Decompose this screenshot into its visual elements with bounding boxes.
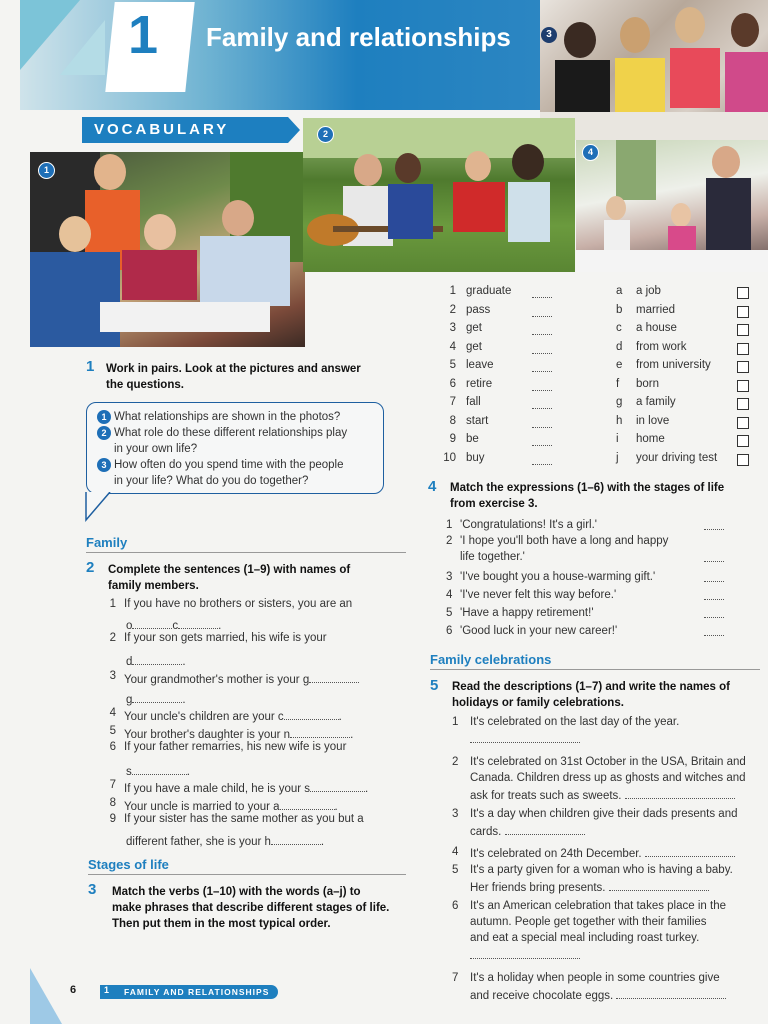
description-text bbox=[470, 970, 726, 1004]
sentence-text bbox=[124, 670, 359, 686]
description-7 bbox=[452, 970, 762, 1004]
answer-blank[interactable] bbox=[616, 986, 726, 999]
sentence-line: Your uncle's children are your c bbox=[124, 711, 284, 723]
item-number: 2 bbox=[452, 756, 459, 768]
answer-blank[interactable] bbox=[132, 762, 187, 775]
item-number: 6 bbox=[109, 741, 116, 753]
sentence-text: If you have no brothers or sisters, you are an bbox=[124, 598, 353, 610]
photo-2-badge: 2 bbox=[317, 126, 334, 143]
verb: fall bbox=[466, 396, 481, 408]
sentence-line: Your uncle is married to your a bbox=[124, 801, 280, 813]
exercise-5-instruction bbox=[452, 679, 730, 711]
description-line: Her friends bring presents. bbox=[470, 882, 606, 894]
question-2 bbox=[97, 425, 375, 457]
word: a family bbox=[636, 396, 676, 408]
word-letter: a bbox=[616, 285, 623, 297]
item-number: 4 bbox=[446, 589, 453, 601]
sentence-text: If your father remarries, his new wife is your bbox=[124, 741, 347, 753]
order-checkbox[interactable] bbox=[737, 435, 749, 447]
matching-table bbox=[440, 285, 760, 475]
answer-blank[interactable] bbox=[532, 433, 552, 446]
description-line: ask for treats such as sweets. bbox=[470, 790, 622, 802]
page-number: 6 bbox=[70, 984, 77, 996]
word: a job bbox=[636, 285, 661, 297]
answer-blank[interactable] bbox=[132, 690, 182, 703]
answer-blank[interactable] bbox=[704, 623, 724, 636]
expression-6 bbox=[446, 623, 724, 641]
answer-blank[interactable] bbox=[132, 616, 172, 629]
sentence-line: If you have a male child, he is your s bbox=[124, 783, 311, 795]
instruction-line: Read the descriptions (1–7) and write the names of bbox=[452, 681, 730, 693]
description-line: It's a holiday when people in some countries give bbox=[470, 972, 720, 984]
matching-row bbox=[440, 415, 760, 433]
description-1 bbox=[452, 714, 762, 730]
verb: retire bbox=[466, 377, 493, 390]
matching-row bbox=[440, 433, 760, 451]
blank-letter: different father, she is your h bbox=[126, 836, 271, 848]
expression-1 bbox=[446, 517, 724, 533]
sentence-text: Your uncle's children are your c . bbox=[124, 707, 342, 723]
verb-number: 10 bbox=[443, 451, 456, 464]
sentence-line: Your brother's daughter is your n bbox=[124, 729, 291, 741]
verb-number: 6 bbox=[449, 377, 456, 390]
item-number: 7 bbox=[452, 972, 459, 984]
word: from work bbox=[636, 340, 687, 353]
instruction-line: the questions. bbox=[106, 379, 184, 391]
description-text bbox=[470, 844, 735, 862]
instruction-line: Match the expressions (1–6) with the stages of life bbox=[450, 482, 725, 494]
order-checkbox[interactable] bbox=[737, 343, 749, 355]
item-number: 7 bbox=[109, 779, 116, 791]
blank-line: s . bbox=[126, 762, 190, 778]
photo-family-table bbox=[30, 152, 305, 347]
photo-3-badge: 3 bbox=[541, 27, 557, 43]
footer-decoration bbox=[30, 968, 62, 1024]
word: a house bbox=[636, 322, 677, 334]
verb-number: 7 bbox=[449, 396, 456, 408]
expression-text: life together.' bbox=[460, 551, 525, 563]
answer-blank[interactable] bbox=[271, 832, 321, 845]
sentence-text: If your sister has the same mother as you but a bbox=[124, 813, 364, 825]
word-letter: h bbox=[616, 414, 623, 427]
description-text bbox=[470, 898, 726, 946]
verb: leave bbox=[466, 359, 494, 371]
unit-title: Family and relationships bbox=[206, 22, 511, 52]
answer-blank[interactable] bbox=[532, 359, 552, 372]
verb: get bbox=[466, 322, 482, 334]
blank-line: o c . bbox=[126, 616, 221, 632]
item-number: 6 bbox=[452, 900, 459, 912]
verb-number: 1 bbox=[449, 285, 456, 297]
verb-number: 5 bbox=[449, 359, 456, 371]
order-checkbox[interactable] bbox=[737, 361, 749, 373]
matching-row bbox=[440, 285, 760, 303]
section-divider bbox=[430, 669, 760, 670]
verb-number: 9 bbox=[449, 433, 456, 445]
expression-text: 'I've bought you a house-warming gift.' bbox=[460, 571, 656, 583]
item-number: 1 bbox=[452, 716, 459, 728]
word-letter: e bbox=[616, 359, 623, 371]
order-checkbox[interactable] bbox=[737, 398, 749, 410]
matching-row bbox=[440, 322, 760, 340]
answer-blank[interactable] bbox=[280, 797, 335, 810]
description-line: It's celebrated on 24th December. bbox=[470, 848, 642, 860]
photo-celebration-figures bbox=[576, 140, 768, 272]
exercise-2-instruction bbox=[108, 562, 350, 594]
question-line: How often do you spend time with the people bbox=[114, 459, 344, 471]
section-divider bbox=[86, 552, 406, 553]
instruction-line: Match the verbs (1–10) with the words (a–j) to bbox=[112, 886, 361, 898]
instruction-line: Then put them in the most typical order. bbox=[112, 918, 331, 930]
answer-blank[interactable] bbox=[532, 341, 552, 354]
bubble-tail bbox=[84, 492, 114, 522]
item-number: 9 bbox=[109, 813, 116, 825]
description-line: Canada. Children dress up as ghosts and witches and bbox=[470, 772, 746, 784]
question-text bbox=[114, 425, 347, 457]
exercise-4-instruction bbox=[450, 480, 724, 512]
answer-blank[interactable] bbox=[625, 786, 735, 799]
description-1-blank bbox=[452, 730, 762, 750]
answer-blank[interactable] bbox=[178, 616, 218, 629]
matching-row bbox=[440, 452, 760, 470]
question-number: 1 bbox=[97, 410, 111, 424]
item-number: 5 bbox=[452, 864, 459, 876]
verb: get bbox=[466, 340, 482, 353]
exercise-3-instruction bbox=[112, 884, 389, 932]
word-letter: c bbox=[616, 322, 622, 334]
section-heading-family-celebrations: Family celebrations bbox=[430, 652, 552, 667]
instruction-line: Work in pairs. Look at the pictures and answer bbox=[106, 363, 361, 375]
expression-5 bbox=[446, 605, 724, 623]
answer-blank[interactable] bbox=[532, 304, 552, 317]
description-line: It's a day when children give their dads presents and bbox=[470, 808, 738, 820]
item-number: 4 bbox=[109, 707, 116, 719]
verb-number: 4 bbox=[449, 340, 456, 353]
question-3 bbox=[97, 457, 375, 489]
matching-row bbox=[440, 378, 760, 396]
instruction-line: Complete the sentences (1–9) with names of bbox=[108, 564, 351, 576]
question-line: in your life? What do you do together? bbox=[114, 475, 309, 487]
section-label-vocabulary: VOCABULARY bbox=[82, 117, 288, 143]
expression-text: 'I've never felt this way before.' bbox=[460, 589, 617, 601]
description-2 bbox=[452, 754, 762, 804]
answer-blank[interactable] bbox=[532, 452, 552, 465]
answer-blank[interactable] bbox=[704, 605, 724, 618]
word-letter: d bbox=[616, 340, 623, 353]
sentence-line: Your grandmother's mother is your g bbox=[124, 674, 310, 686]
answer-blank[interactable] bbox=[704, 517, 724, 530]
verb-number: 3 bbox=[449, 322, 456, 334]
instruction-line: family members. bbox=[108, 580, 199, 592]
expression-text: 'Congratulations! It's a girl.' bbox=[460, 519, 597, 531]
discussion-questions-bubble bbox=[86, 402, 384, 494]
exercise-1-number: 1 bbox=[86, 358, 95, 375]
expression-2 bbox=[446, 533, 724, 549]
answer-blank[interactable] bbox=[532, 322, 552, 335]
blank-line: different father, she is your h . bbox=[126, 832, 324, 848]
word-letter: b bbox=[616, 303, 623, 316]
description-text bbox=[470, 862, 733, 896]
instruction-line: make phrases that describe different stages of life. bbox=[112, 902, 390, 914]
photo-friends-guitar bbox=[303, 118, 575, 272]
order-checkbox[interactable] bbox=[737, 380, 749, 392]
answer-blank[interactable] bbox=[704, 587, 724, 600]
sentence-text: If your son gets married, his wife is your bbox=[124, 632, 327, 644]
answer-blank[interactable] bbox=[704, 549, 724, 562]
description-5 bbox=[452, 862, 762, 896]
blank-letter: o bbox=[126, 620, 133, 632]
sentence-text: Your brother's daughter is your n . bbox=[124, 725, 353, 741]
answer-blank[interactable] bbox=[470, 946, 580, 959]
verb: graduate bbox=[466, 285, 512, 297]
answer-blank[interactable] bbox=[505, 822, 585, 835]
description-6-blank bbox=[452, 946, 762, 968]
verb: start bbox=[466, 414, 489, 427]
order-checkbox[interactable] bbox=[737, 454, 749, 466]
header-decoration bbox=[60, 20, 105, 75]
photo-1-badge: 1 bbox=[38, 162, 55, 179]
exercise-5-items bbox=[452, 714, 762, 1004]
description-6 bbox=[452, 898, 762, 946]
word: married bbox=[636, 303, 675, 316]
item-number: 4 bbox=[452, 846, 459, 858]
question-text bbox=[114, 457, 344, 489]
answer-blank[interactable] bbox=[470, 730, 580, 743]
answer-blank[interactable] bbox=[310, 779, 365, 792]
word: home bbox=[636, 433, 665, 445]
item-number: 5 bbox=[109, 725, 116, 737]
blank-line: g . bbox=[126, 690, 186, 706]
item-number: 3 bbox=[446, 571, 453, 583]
matching-row bbox=[440, 396, 760, 414]
description-text bbox=[470, 806, 738, 840]
description-text: It's celebrated on the last day of the year. bbox=[470, 716, 680, 728]
word: in love bbox=[636, 414, 670, 427]
order-checkbox[interactable] bbox=[737, 324, 749, 336]
description-line: It's an American celebration that takes place in the bbox=[470, 900, 726, 912]
verb-number: 8 bbox=[449, 414, 456, 427]
word: your driving test bbox=[636, 451, 718, 464]
photo-celebration bbox=[576, 140, 768, 272]
description-3 bbox=[452, 806, 762, 840]
section-heading-family: Family bbox=[86, 535, 128, 550]
item-number: 2 bbox=[446, 535, 453, 547]
item-number: 2 bbox=[109, 632, 116, 644]
question-number: 3 bbox=[97, 458, 111, 472]
answer-blank[interactable] bbox=[532, 415, 552, 428]
answer-blank[interactable] bbox=[532, 396, 552, 409]
word-letter: f bbox=[616, 377, 620, 390]
item-number: 1 bbox=[109, 598, 116, 610]
expression-3 bbox=[446, 569, 724, 587]
answer-blank[interactable] bbox=[704, 569, 724, 582]
order-checkbox[interactable] bbox=[737, 417, 749, 429]
expression-text: 'Have a happy retirement!' bbox=[460, 607, 594, 619]
expression-4 bbox=[446, 587, 724, 605]
vocabulary-arrow bbox=[288, 117, 300, 143]
answer-blank[interactable] bbox=[132, 652, 182, 665]
expression-text: 'I hope you'll both have a long and happy bbox=[460, 535, 669, 547]
description-line: It's celebrated on 31st October in the USA, Britain and bbox=[470, 756, 746, 768]
verb: pass bbox=[466, 303, 491, 316]
instruction-line: holidays or family celebrations. bbox=[452, 697, 624, 709]
blank-letter: g bbox=[126, 694, 133, 706]
photo-friends-figures bbox=[303, 118, 575, 272]
footer-unit-title: FAMILY AND RELATIONSHIPS bbox=[124, 987, 270, 997]
photo-family-figures bbox=[30, 152, 305, 347]
item-number: 1 bbox=[446, 519, 453, 531]
matching-row bbox=[440, 341, 760, 359]
question-line: What role do these different relationships play bbox=[114, 427, 348, 439]
exercise-2-number: 2 bbox=[86, 559, 95, 576]
item-number: 3 bbox=[452, 808, 459, 820]
answer-blank[interactable] bbox=[284, 707, 339, 720]
instruction-line: from exercise 3. bbox=[450, 498, 538, 510]
word-letter: j bbox=[616, 451, 619, 464]
exercise-4-number: 4 bbox=[428, 478, 437, 495]
question-number: 2 bbox=[97, 426, 111, 440]
item-number: 6 bbox=[446, 625, 453, 637]
exercise-1-instruction bbox=[106, 361, 361, 393]
word: born bbox=[636, 377, 660, 390]
section-divider bbox=[88, 874, 406, 875]
verb: buy bbox=[466, 451, 485, 464]
answer-blank[interactable] bbox=[309, 670, 359, 683]
question-line: in your own life? bbox=[114, 443, 198, 455]
answer-blank[interactable] bbox=[645, 844, 735, 857]
matching-row bbox=[440, 304, 760, 322]
exercise-5-number: 5 bbox=[430, 677, 439, 694]
footer-unit-number: 1 bbox=[104, 985, 110, 995]
verb: be bbox=[466, 433, 479, 445]
item-number: 8 bbox=[109, 797, 116, 809]
word: from university bbox=[636, 359, 711, 371]
question-text: What relationships are shown in the photos? bbox=[114, 411, 341, 423]
photo-4-badge: 4 bbox=[582, 144, 599, 161]
blank-letter: d bbox=[126, 656, 133, 668]
section-heading-stages-of-life: Stages of life bbox=[88, 857, 169, 872]
sentence-text: If you have a male child, he is your s . bbox=[124, 779, 368, 795]
order-checkbox[interactable] bbox=[737, 287, 749, 299]
answer-blank[interactable] bbox=[609, 878, 709, 891]
matching-row bbox=[440, 359, 760, 377]
description-line: It's a party given for a woman who is having a baby. bbox=[470, 864, 733, 876]
word-letter: g bbox=[616, 396, 623, 408]
description-text bbox=[470, 754, 746, 804]
exercise-4-items bbox=[446, 517, 724, 641]
exercise-3-number: 3 bbox=[88, 881, 97, 898]
verb-number: 2 bbox=[449, 303, 456, 316]
description-4 bbox=[452, 844, 762, 862]
blank-letter: c bbox=[172, 620, 179, 632]
item-number: 3 bbox=[109, 670, 116, 682]
description-line: and receive chocolate eggs. bbox=[470, 990, 614, 1002]
answer-blank[interactable] bbox=[290, 725, 350, 738]
description-line: cards. bbox=[470, 826, 502, 838]
expression-text: 'Good luck in your new career!' bbox=[460, 625, 618, 637]
expression-2-cont bbox=[446, 549, 724, 569]
description-line: autumn. People get together with their families bbox=[470, 916, 707, 928]
order-checkbox[interactable] bbox=[737, 306, 749, 318]
blank-line: d . bbox=[126, 652, 186, 668]
item-number: 5 bbox=[446, 607, 453, 619]
sentence-text: Your uncle is married to your a . bbox=[124, 797, 338, 813]
unit-number: 1 bbox=[128, 5, 159, 65]
description-line: and eat a special meal including roast turkey. bbox=[470, 932, 700, 944]
blank-letter: s bbox=[126, 766, 132, 778]
answer-blank[interactable] bbox=[532, 378, 552, 391]
answer-blank[interactable] bbox=[532, 285, 552, 298]
question-1 bbox=[97, 409, 375, 425]
word-letter: i bbox=[616, 433, 619, 445]
